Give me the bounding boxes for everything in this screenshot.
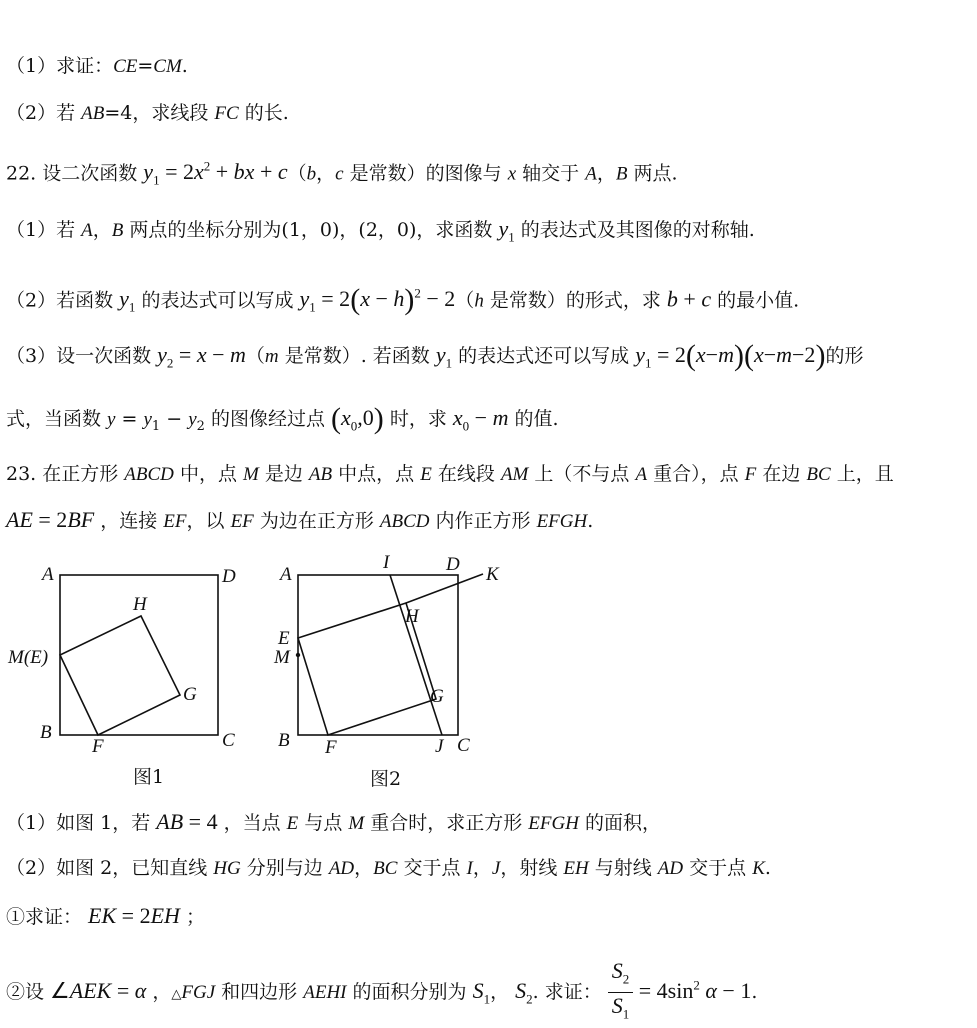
label-a-fig2: A	[280, 564, 292, 585]
label-h-fig2: H	[405, 606, 419, 627]
figure-1-caption: 图1	[133, 766, 165, 788]
label-b-fig2: B	[278, 730, 290, 751]
q23-stem-a: 23. 在正方形 ABCD 中，点 M 是边 AB 中点，点 E 在线段 AM 上（不与点 A 重合），点 F 在边 BC 上，且	[6, 463, 894, 485]
label-m-fig2: M	[274, 647, 290, 668]
label-d-fig1: D	[222, 566, 236, 587]
figure-2	[270, 550, 510, 760]
label-c-fig1: C	[222, 730, 235, 751]
q21-part1: （1）求证：CE=CM.	[6, 55, 188, 77]
point-m-fig2	[296, 653, 300, 657]
label-b-fig1: B	[40, 722, 52, 743]
q23-sub1: ①求证： EK = 2EH ；	[6, 903, 205, 928]
label-h-fig1: H	[133, 594, 147, 615]
q23-stem-b: AE = 2BF ，连接 EF，以 EF 为边在正方形 ABCD 内作正方形 EFGH.	[6, 507, 594, 532]
label-me-fig1: M(E)	[8, 647, 49, 668]
fraction-s2-s1: $\frac{S_2}{S_1}$	[608, 958, 634, 1028]
q23-part2: （2）如图 2，已知直线 HG 分别与边 AD，BC 交于点 I，J，射线 EH 与射线 AD 交于点 K.	[6, 857, 771, 879]
label-c-fig2: C	[457, 735, 470, 756]
label-f-fig2: F	[325, 737, 337, 758]
label-i-fig2: I	[383, 552, 390, 573]
label-g-fig2: G	[430, 686, 444, 707]
label-j-fig2: J	[435, 736, 444, 757]
q22-stem: 22. 设二次函数 $y_1 = 2x^2$ + bx + c（b，c 是常数）的图像与 x 轴交于 A，B 两点.	[6, 159, 678, 188]
label-f-fig1: F	[92, 736, 104, 757]
square-efgh-fig1	[60, 616, 180, 735]
line-ek-fig2	[406, 574, 483, 603]
q22-part3a: （3）设一次函数 $y_2 = x - m(m$ 是常数）. 若函数 $y_1$ 的表达式还可以写成 $y_1 = 2(x-m)(x-m-2)$的形	[6, 339, 864, 372]
q22-part1: （1）若 A，B 两点的坐标分别为(1，0)，(2，0)，求函数 $y_1$ 的表达式及其图像的对称轴.	[6, 216, 755, 245]
label-d-fig2: D	[446, 554, 460, 575]
q23-part1: （1）如图 1，若 AB = 4 ，当点 E 与点 M 重合时，求正方形 EFGH 的面积，	[6, 809, 661, 834]
figure-2-caption: 图2	[370, 768, 402, 790]
figure-1	[0, 560, 260, 760]
q22-part2: （2）若函数 $y_1$ 的表达式可以写成 $y_1 = 2(x - h)^2 - 2(h$ 是常数）的形式，求 b + c 的最小值.	[6, 283, 800, 317]
label-k-fig2: K	[486, 564, 499, 585]
label-a-fig1: A	[42, 564, 54, 585]
q22-part3b: 式，当函数 $y = y_1 - y_2$ 的图像经过点 $(x_0,0)$ 时，求 $x_0 - m$ 的值.	[6, 402, 559, 435]
label-g-fig1: G	[183, 684, 197, 705]
q21-part2: （2）若 AB=4，求线段 FC 的长.	[6, 102, 289, 124]
label-e-fig2: E	[278, 628, 290, 649]
q23-sub2: ②设 ∠AEK = α ，△FGJ 和四边形 AEHI 的面积分别为 $S_1$， $S_2$. 求证： $\frac{S_2}{S_1}$ = $4\sin^2$ α − 1.	[6, 958, 757, 1028]
